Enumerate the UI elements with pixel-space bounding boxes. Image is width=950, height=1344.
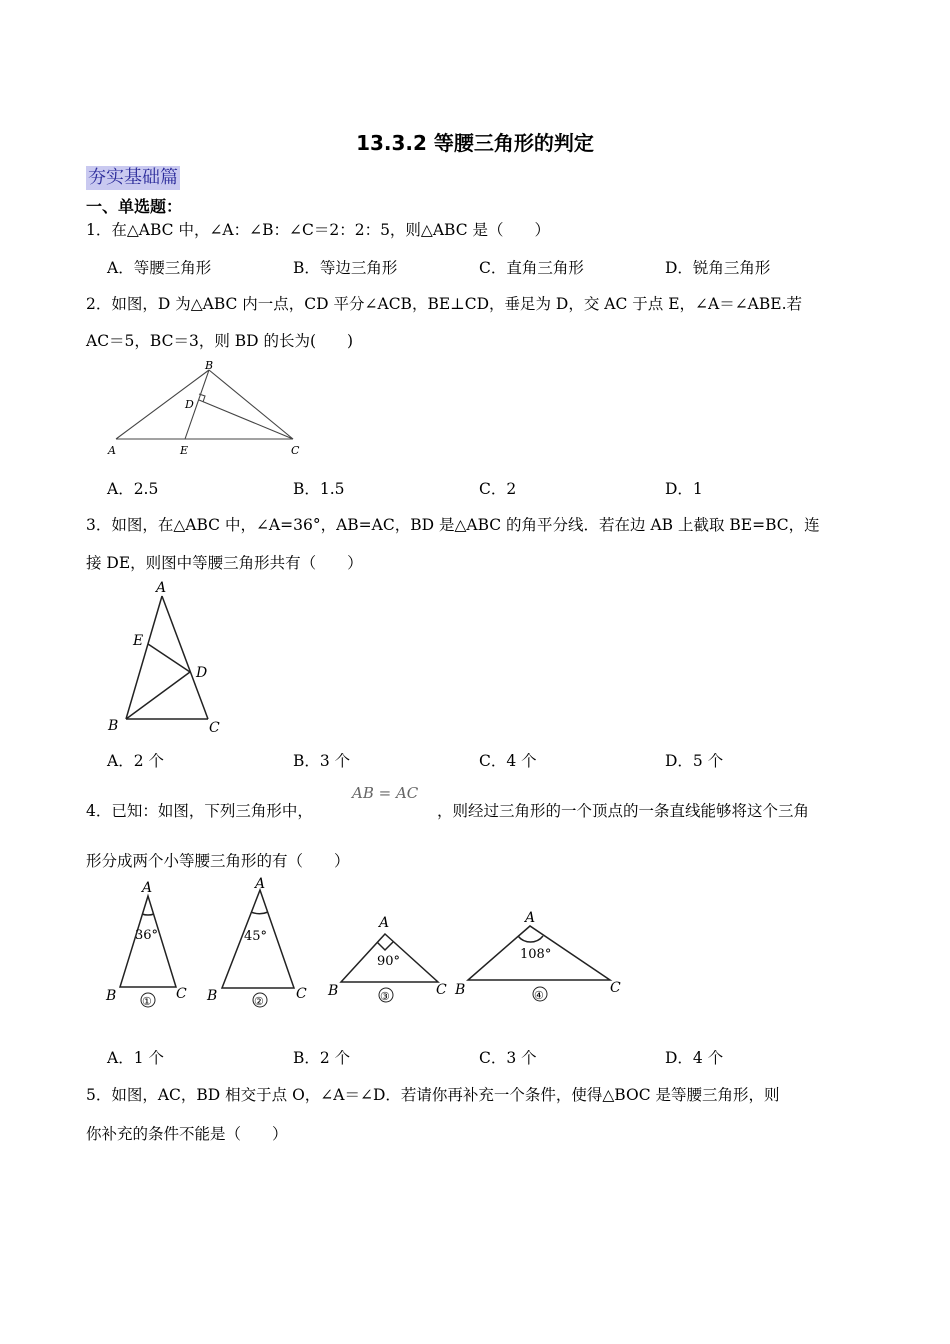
q4-t1-num: ① xyxy=(142,995,152,1008)
q4-t4-c: C xyxy=(610,980,621,996)
q4-t2-angle: 45° xyxy=(244,929,268,944)
q1-option-c: C．直角三角形 xyxy=(479,259,584,277)
q3-label-d: D xyxy=(196,665,208,681)
q4-option-c: C．3 个 xyxy=(479,1049,537,1067)
q4-t3-c: C xyxy=(436,982,447,998)
q4-t4-a: A xyxy=(525,910,536,926)
q4-t3-b: B xyxy=(328,983,339,999)
q4-t2-b: B xyxy=(207,988,218,1004)
q4-t4-angle: 108° xyxy=(520,947,552,962)
q3-label-e: E xyxy=(133,633,144,649)
q2-label-b: B xyxy=(205,359,214,372)
question-5-text-line1: 5．如图，AC，BD 相交于点 O，∠A＝∠D．若请你再补充一个条件，使得△BOC 是等腰三角形，则 xyxy=(86,1086,780,1104)
q4-option-d: D．4 个 xyxy=(665,1049,724,1067)
question-1-text: 1．在△ABC 中，∠A：∠B：∠C＝2：2：5，则△ABC 是（ ） xyxy=(86,221,551,239)
q4-t4-num: ④ xyxy=(534,989,544,1002)
q3-label-b: B xyxy=(108,718,119,734)
question-2-text-line1: 2．如图，D 为△ABC 内一点，CD 平分∠ACB，BE⊥CD，垂足为 D，交 AC 于点 E，∠A＝∠ABE.若 xyxy=(86,295,803,313)
question-4-text-line1a: 4．已知：如图，下列三角形中， xyxy=(86,802,313,820)
q1-option-d: D．锐角三角形 xyxy=(665,259,771,277)
q4-t3-num: ③ xyxy=(380,990,390,1003)
section-tag: 夯实基础篇 xyxy=(88,167,178,188)
q3-figure xyxy=(100,578,230,738)
q3-label-a: A xyxy=(156,580,167,596)
q2-label-a: A xyxy=(108,444,116,457)
question-3-text-line1: 3．如图，在△ABC 中，∠A=36°，AB=AC，BD 是△ABC 的角平分线．若在边 AB 上截取 BE=BC，连 xyxy=(86,516,820,534)
q2-option-d: D．1 xyxy=(665,480,703,498)
q4-t1-b: B xyxy=(106,988,117,1004)
q2-option-c: C．2 xyxy=(479,480,517,498)
q2-option-a: A．2.5 xyxy=(107,480,159,498)
q2-label-e: E xyxy=(180,444,189,457)
q2-label-d: D xyxy=(185,398,194,411)
q4-t4-b: B xyxy=(455,982,466,998)
q3-option-c: C．4 个 xyxy=(479,752,537,770)
page-title: 13.3.2 等腰三角形的判定 xyxy=(356,131,594,155)
q2-label-c: C xyxy=(291,444,300,457)
question-5-text-line2: 你补充的条件不能是（ ） xyxy=(86,1125,288,1143)
q4-t1-a: A xyxy=(142,880,153,896)
q3-option-a: A．2 个 xyxy=(107,752,164,770)
q3-option-b: B．3 个 xyxy=(293,752,351,770)
q1-option-b: B．等边三角形 xyxy=(293,259,398,277)
q3-option-d: D．5 个 xyxy=(665,752,724,770)
section-heading: 一、单选题： xyxy=(86,197,183,216)
q2-figure xyxy=(100,356,310,460)
q4-t3-a: A xyxy=(379,915,390,931)
q4-t3-angle: 90° xyxy=(377,954,401,969)
q3-label-c: C xyxy=(209,720,220,736)
q2-option-b: B．1.5 xyxy=(293,480,345,498)
q4-t2-a: A xyxy=(255,876,266,892)
question-3-text-line2: 接 DE，则图中等腰三角形共有（ ） xyxy=(86,554,363,572)
q4-t1-c: C xyxy=(176,986,187,1002)
q1-option-a: A．等腰三角形 xyxy=(107,259,212,277)
question-4-text-line1b: ，则经过三角形的一个顶点的一条直线能够将这个三角 xyxy=(437,802,810,820)
q4-t1-angle: 36° xyxy=(135,928,159,943)
q4-formula: AB = AC xyxy=(352,784,419,802)
q4-t2-c: C xyxy=(296,986,307,1002)
q4-option-b: B．2 个 xyxy=(293,1049,351,1067)
question-4-text-line2: 形分成两个小等腰三角形的有（ ） xyxy=(86,852,350,870)
q4-figure xyxy=(100,874,640,1014)
q4-option-a: A．1 个 xyxy=(107,1049,164,1067)
question-2-text-line2: AC＝5，BC＝3，则 BD 的长为( ) xyxy=(86,332,354,350)
q4-t2-num: ② xyxy=(254,995,264,1008)
